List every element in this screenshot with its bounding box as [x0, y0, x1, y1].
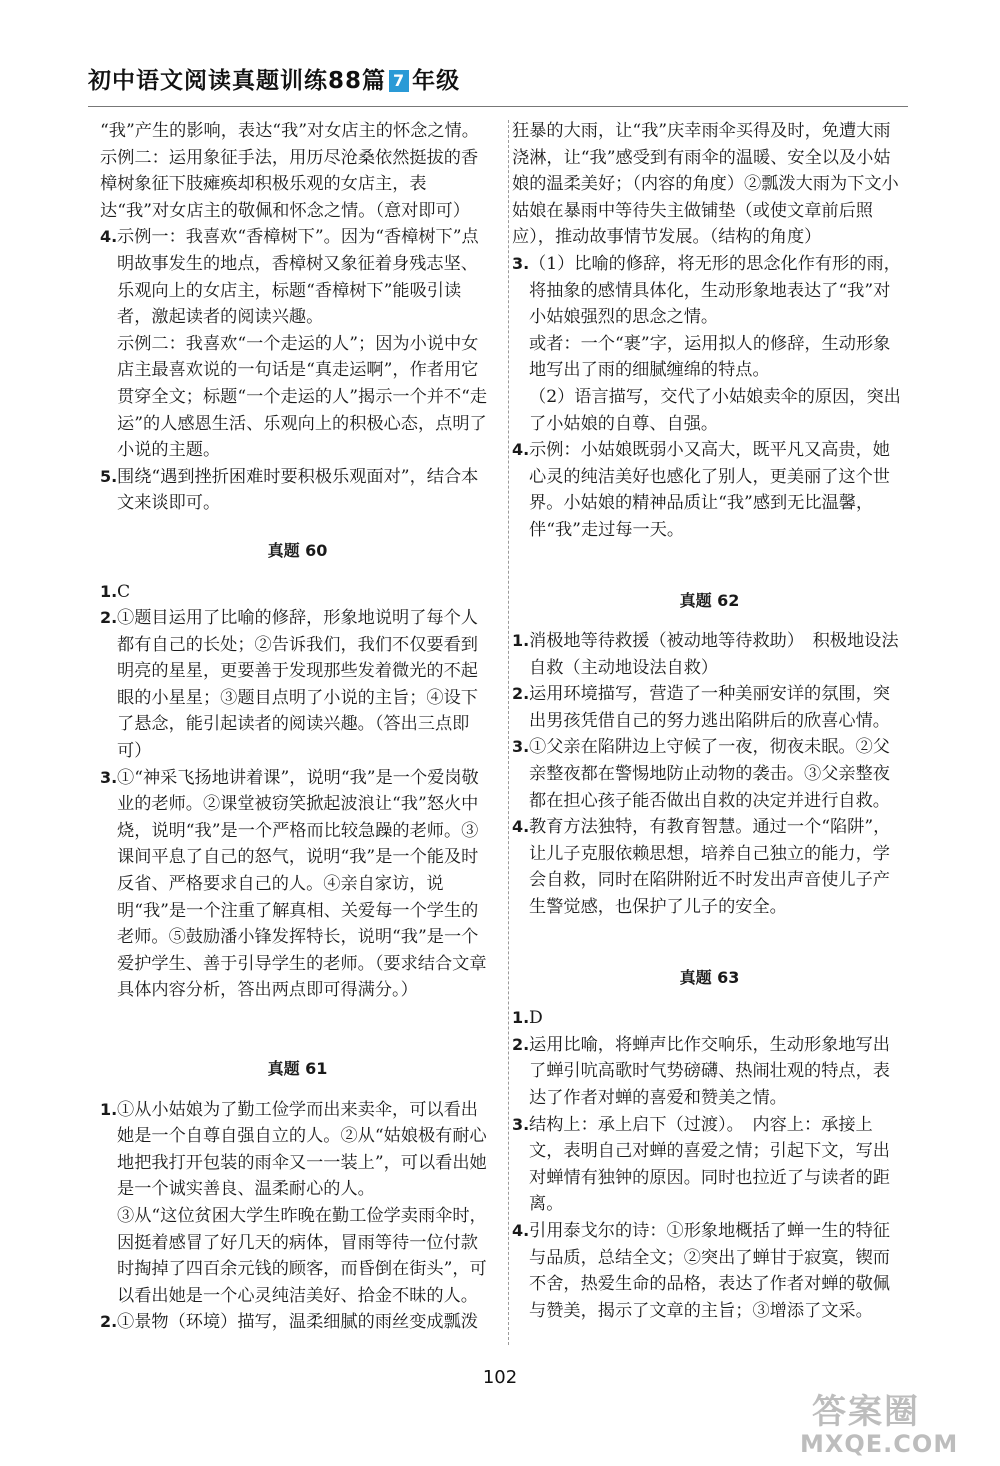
answer-text: 运用环境描写，营造了一种美丽安详的氛围，突出男孩凭借自己的努力逃出陷阱后的欣喜心情。	[529, 684, 890, 731]
answer-item	[512, 1218, 907, 1324]
section-title-62: 真题 62	[679, 590, 740, 610]
answer-text: 教育方法独特，有教育智慧。通过一个“陷阱”，让儿子克服依赖思想，培养自己独立的能力，学会自救，同时在陷阱附近不时发出声音使儿子产生警觉感，也保护了儿子的安全。	[529, 817, 891, 918]
answer-text: 或者：一个“裹”字，运用拟人的修辞，生动形象地写出了雨的细腻缠绵的特点。	[529, 333, 891, 381]
answer-text: ③从“这位贫困大学生昨晚在勤工俭学卖雨伞时，因挺着感冒了好几天的病体，冒雨等待一位付款时掏掉了四百余元钱的顾客，而昏倒在街头”，可以看出她是一个心灵纯洁美好、拾金不昧的人。	[117, 1205, 487, 1306]
header-title: 初中语文阅读真题训练88篇	[88, 68, 387, 94]
page-header	[88, 62, 460, 95]
answer-item	[100, 579, 495, 606]
section-title-63: 真题 63	[679, 967, 740, 987]
page-number: 102	[482, 1367, 518, 1388]
answer-number: 4.	[512, 1220, 530, 1240]
answer-item	[512, 628, 907, 681]
answer-item	[100, 1097, 495, 1310]
answer-text: （2）语言描写，交代了小姑娘卖伞的原因，突出了小姑娘的自尊、自强。	[529, 386, 901, 434]
answer-item	[512, 1005, 907, 1032]
answer-item	[512, 251, 907, 437]
answer-item	[100, 224, 495, 463]
answer-text: 示例二：我喜欢“一个走运的人”；因为小说中女店主最喜欢说的一句话是“真走运啊”，作者用它贯穿全文；标题“一个走运的人”揭示一个并不“走运”的人感恩生活、乐观向上的积极心态，点明了小说的主题。	[117, 333, 488, 461]
answer-continuation: 狂暴的大雨，让“我”庆幸雨伞买得及时，免遭大雨浇淋，让“我”感受到有雨伞的温暖、安全以及小姑娘的温柔美好；（内容的角度）②瓢泼大雨为下文小姑娘在暴雨中等待失主做铺垫（或使文章前后照应），推动故事情节发展。（结构的角度）	[512, 121, 899, 248]
column-divider	[508, 120, 509, 1345]
answer-number: 3.	[512, 737, 530, 757]
answer-text: ①“神采飞扬地讲着课”，说明“我”是一个爱岗敬业的老师。②课堂被窃笑掀起波浪让“我”怒火中烧，说明“我”是一个严格而比较急躁的老师。③课间平息了自己的怒气，说明“我”是一个能及时反省、严格要求自己的人。④亲自家访，说明“我”是一个注重了解真相、关爱每一个学生的老师。⑤鼓励潘小锋发挥特长，说明“我”是一个爱护学生、善于引导学生的老师。（要求结合文章具体内容分析，答出两点即可得满分。）	[117, 767, 487, 1001]
answer-text: 示例：小姑娘既弱小又高大，既平凡又高贵，她心灵的纯洁美好也感化了别人，更美丽了这个世界。小姑娘的精神品质让“我”感到无比温馨，伴“我”走过每一天。	[529, 440, 890, 540]
answer-continuation: “我”产生的影响，表达“我”对女店主的怀念之情。示例二：运用象征手法，用历尽沧桑依然挺拔的香樟树象征下肢瘫痪却积极乐观的女店主，表达“我”对女店主的敬佩和怀念之情。（意对即可）	[100, 121, 479, 221]
answer-number: 2.	[100, 608, 118, 628]
right-column	[512, 118, 907, 1324]
answer-item	[512, 1032, 907, 1112]
answer-text: C	[117, 581, 131, 602]
left-column	[100, 118, 495, 1336]
header-rule	[88, 106, 908, 107]
answer-text: 消极地等待救援（被动地等待救助） 积极地设法自救（主动地设法自救）	[529, 631, 899, 678]
answer-text: D	[529, 1008, 543, 1029]
answer-number: 2.	[100, 1312, 118, 1332]
answer-text: ①题目运用了比喻的修辞，形象地说明了每个人都有自己的长处；②告诉我们，我们不仅要看到明亮的星星，更要善于发现那些发着微光的不起眼的小星星；③题目点明了小说的主旨；④设下了悬念，能引起读者的阅读兴趣。（答出三点即可）	[117, 608, 478, 762]
answer-text: ①景物（环境）描写，温柔细腻的雨丝变成瓢泼	[117, 1312, 478, 1333]
answer-text: （1）比喻的修辞，将无形的思念化作有形的雨，将抽象的感情具体化，生动形象地表达了“我”对小姑娘强烈的思念之情。	[529, 253, 901, 328]
answer-text: 示例一：我喜欢“香樟树下”。因为“香樟树下”点明故事发生的地点，香樟树又象征着身残志坚、乐观向上的女店主，标题“香樟树下”能吸引读者，激起读者的阅读兴趣。	[117, 227, 479, 328]
answer-number: 4.	[512, 817, 530, 837]
answer-item	[100, 1309, 495, 1336]
section-title-61: 真题 61	[267, 1059, 328, 1078]
answer-number: 4.	[100, 227, 118, 247]
answer-number: 3.	[100, 767, 118, 787]
answer-item	[512, 814, 907, 920]
answer-number: 1.	[512, 1008, 530, 1028]
answer-item	[512, 437, 907, 543]
answer-item	[100, 605, 495, 765]
answer-number: 3.	[512, 253, 530, 273]
answer-text: 围绕“遇到挫折困难时要积极乐观面对”，结合本文来谈即可。	[117, 466, 479, 514]
answer-text: ①父亲在陷阱边上守候了一夜，彻夜未眠。②父亲整夜都在警惕地防止动物的袭击。③父亲整夜都在担心孩子能否做出自救的决定并进行自救。	[529, 737, 890, 811]
answer-text: 结构上：承上启下（过渡）。 内容上：承接上文，表明自己对蝉的喜爱之情；引起下文，写出对蝉情有独钟的原因。同时也拉近了与读者的距离。	[529, 1114, 890, 1215]
answer-number: 1.	[100, 1099, 118, 1119]
answer-item	[100, 765, 495, 1004]
watermark-text-bottom: MXQE.COM	[800, 1430, 959, 1458]
grade-badge: 7	[389, 70, 409, 92]
answer-number: 2.	[512, 1034, 530, 1054]
header-grade-label: 年级	[412, 68, 461, 94]
answer-number: 4.	[512, 440, 530, 460]
answer-number: 5.	[100, 466, 118, 486]
watermark-logo	[792, 1382, 992, 1462]
answer-item	[100, 464, 495, 517]
watermark-text-top: 答案圈	[812, 1392, 920, 1432]
answer-text: 运用比喻，将蝉声比作交响乐，生动形象地写出了蝉引吭高歌时气势磅礴、热闹壮观的特点，表达了作者对蝉的喜爱和赞美之情。	[529, 1034, 890, 1108]
answer-item	[512, 1112, 907, 1218]
answer-number: 1.	[100, 581, 118, 601]
answer-number: 2.	[512, 684, 530, 704]
answer-text: ①从小姑娘为了勤工俭学而出来卖伞，可以看出她是一个自尊自强自立的人。②从“姑娘极有耐心地把我打开包装的雨伞又一一装上”，可以看出她是一个诚实善良、温柔耐心的人。	[117, 1099, 487, 1200]
answer-text: 引用泰戈尔的诗：①形象地概括了蝉一生的特征与品质，总结全文；②突出了蝉甘于寂寞，锲而不舍，热爱生命的品格，表达了作者对蝉的敬佩与赞美，揭示了文章的主旨；③增添了文采。	[529, 1220, 890, 1321]
answer-number: 3.	[512, 1114, 530, 1134]
answer-item	[512, 681, 907, 734]
answer-item	[512, 734, 907, 814]
section-title-60: 真题 60	[267, 540, 328, 560]
answer-number: 1.	[512, 631, 530, 651]
